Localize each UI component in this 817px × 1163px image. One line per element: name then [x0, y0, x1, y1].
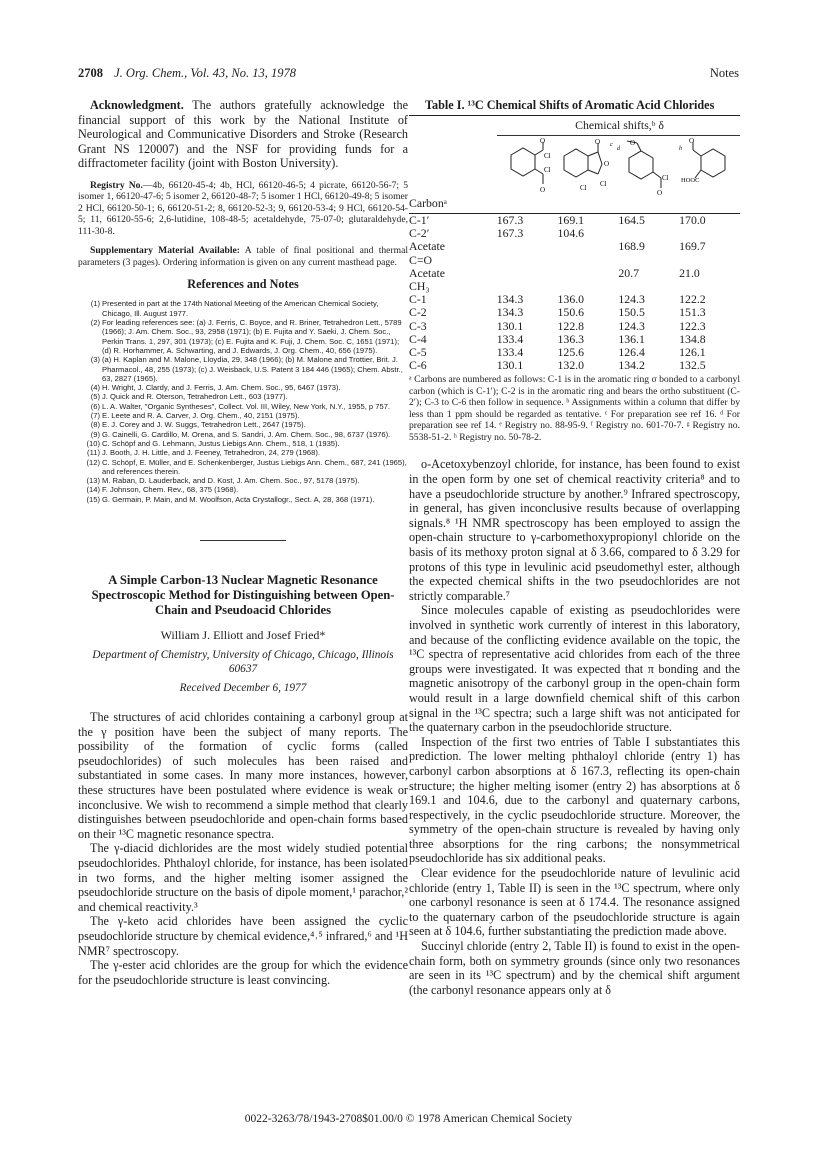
- table-row: C-4 133.4 136.3 136.1 134.8: [409, 331, 706, 346]
- svg-text:O: O: [604, 160, 610, 168]
- structure-phthaloyl-pseudo: [554, 138, 618, 196]
- body-paragraph: Since molecules capable of existing as pseudochlorides were involved in synthetic work currently of interest in this laboratory, and because of the conflicting evidence available on the topic, the ¹³C spectra of representative acid chlorides from each of the three groups were investigated. It was expected that π bonding and the magnetic anisotropy of the carbonyl group in the open-chain form would result in a large downfield chemical shift of this carbon signal in the ¹³C spectra; such a large shift was not anticipated for the quaternary carbon in the pseudochloride structure.: [409, 603, 740, 735]
- reference-item: (1) Presented in part at the 174th National Meeting of the American Chemical Society, Chicago, Ill. August 1977.: [90, 299, 379, 318]
- svg-text:O: O: [630, 139, 636, 147]
- supplementary-text: A table of final positional and thermal parameters (3 pages). Ordering information is given on any current masthead page.: [78, 245, 408, 268]
- registry-numbers: [78, 180, 408, 238]
- body-paragraph: The γ-keto acid chlorides have been assigned the cyclic pseudochloride structure by chemical evidence,⁴˒⁵ infrared,⁶ and ¹H NMR⁷ spectroscopy.: [78, 914, 408, 958]
- svg-text:Cl: Cl: [580, 184, 587, 192]
- svg-text:O: O: [595, 138, 601, 146]
- table-row: Acetate 168.9 169.7: [409, 239, 706, 254]
- reference-item: (6) L. A. Walter, "Organic Syntheses", Collect. Vol. III, Wiley, New York, N.Y., 1955, p 757.: [90, 401, 391, 411]
- table-row: C-3 130.1 122.8 124.3 122.3: [409, 318, 706, 333]
- table-row: C-1′ 167.3 169.1 164.5 170.0: [409, 213, 706, 227]
- received-date: Received December 6, 1977: [179, 682, 307, 694]
- svg-text:c: c: [610, 142, 613, 148]
- reference-item: (10) C. Schöpf and G. Lehmann, Justus Liebigs Ann. Chem., 518, 1 (1935).: [86, 438, 340, 448]
- body-paragraph: The γ-ester acid chlorides are the group for which the evidence for the pseudochloride structure is least convincing.: [78, 958, 408, 987]
- article-title: A Simple Carbon-13 Nuclear Magnetic Resonance Spectroscopic Method for Distinguishing between Open-Chain and Pseudoacid Chlorides: [91, 573, 395, 617]
- acknowledgment: [78, 98, 408, 171]
- table-row: C-1 134.3 136.0 124.3 122.2: [409, 292, 706, 307]
- svg-text:O: O: [540, 138, 546, 145]
- structure-acetoxybenzoyl-chloride: [615, 138, 677, 196]
- table-row: C=O: [409, 252, 433, 267]
- svg-text:Cl: Cl: [544, 166, 551, 174]
- reference-item: (11) J. Booth, J. H. Little, and J. Feeney, Tetrahedron, 24, 279 (1968).: [87, 448, 320, 458]
- table-row: Acetate 20.7 21.0: [409, 265, 700, 280]
- carbon-column-header: Carbonᵃ: [409, 196, 447, 210]
- body-paragraph: Clear evidence for the pseudochloride nature of levulinic acid chloride (entry 1, Table II) is seen in the ¹³C spectrum, where only one carbonyl resonance is seen at δ 174.4. The resonance assigned to the quaternary carbon of the pseudochloride structure is again seen at δ 104.6, further substantiating the prediction made above.: [409, 866, 740, 939]
- reference-item: (7) E. Leete and R. A. Carver, J. Org. Chem., 40, 2151 (1975).: [90, 411, 300, 421]
- table-row: C-2′ 167.3 104.6: [409, 226, 585, 241]
- registry-text: —4b, 66120-45-4; 4b, HCl, 66120-46-5; 4 picrate, 66120-56-7; 5 isomer 1, 66120-47-6; 5 isomer 2, 66120-48-7; 5 isomer 1 HCl, 66120-49-8; 5 isomer 2 HCl, 66120-50-1; 6, 66120-51-2; 8, 66120-52-3; 9, 66120-53-4; 9 HCl, 66120-54-5; 11, 66120-55-6; 2,6-lutidine, 108-48-5; acetaldehyde, 75-07-0; glutaraldehyde, 111-30-8.: [78, 179, 408, 237]
- acknowledgment-heading: Acknowledgment.: [90, 98, 184, 112]
- reference-item: (2) For leading references see: (a) J. Ferris, C. Boyce, and R. Briner, Tetrahedron Lett., 5789 (1966); J. Am. Chem. Soc., 93, 2958 (1971); (b) E. Fujita and Y. Saeki, J. Chem. Soc., Perkin Trans. 1, 297, 301 (1973); (c) E. Fujita and K. Fuji, J. Chem. Soc. C, 1651 (1971); (d) R. Horhammer, A. Schwarting, and J. Edwards, J. Org. Chem., 40, 656 (1975).: [90, 318, 402, 355]
- table-title: Table I. ¹³C Chemical Shifts of Aromatic Acid Chlorides: [425, 98, 715, 112]
- journal-citation: J. Org. Chem., Vol. 43, No. 13, 1978: [114, 66, 296, 80]
- reference-item: (13) M. Raban, D. Lauderback, and D. Kost, J. Am. Chem. Soc., 97, 5178 (1975).: [86, 476, 360, 486]
- svg-text:d: d: [617, 146, 620, 152]
- running-header-left: [78, 66, 296, 81]
- svg-text:Cl: Cl: [662, 174, 669, 182]
- supplementary-heading: Supplementary Material Available:: [90, 245, 240, 257]
- page-number: 2708: [78, 66, 103, 80]
- body-paragraph: o-Acetoxybenzoyl chloride, for instance, has been found to exist in the open form by one set of chemical reactivity criteria⁸ and to have a pseudochloride structure by another.⁹ Infrared spectroscopy, in general, has given inconclusive results because of overlapping signals.⁸ ¹H NMR spectroscopy has been employed to assign the open-chain structure to γ-carbomethoxypropionyl chloride on the basis of its methoxy proton signal at δ 3.66, compared to δ 3.29 for protons of this type in levulinic acid pseudomethyl ester, although the expected chemical shifts in the two pseudochlorides are not strictly comparable.⁷: [409, 457, 740, 603]
- article-authors: William J. Elliott and Josef Fried*: [160, 628, 326, 642]
- section-divider: [200, 540, 286, 541]
- reference-item: (4) H. Wright, J. Clardy, and J. Ferris, J. Am. Chem. Soc., 95, 6467 (1973).: [90, 383, 341, 393]
- right-column: [409, 98, 740, 997]
- body-paragraph: Inspection of the first two entries of Table I substantiates this prediction. The lower melting phthaloyl chloride (entry 1) has carbonyl carbon absorptions at δ 167.3, reflecting its open-chain structure; the higher melting isomer (entry 2) has absorptions at δ 169.1 and 104.6, due to the carbonyl and quaternary carbons, respectively, in the cyclic pseudochloride structure. Moreover, the symmetry of the open-chain structure is revealed by having only three absorptions for the ring carbons; the nonsymmetrical pseudochloride has six additional peaks.: [409, 734, 740, 866]
- acknowledgment-text: The authors gratefully acknowledge the financial support of this work by the National Institute of Neurological and Communicative Disorders and Stroke (Research Grant NS 120007) and the NSF for providing funds for a diffractometer facility (joint with Boston University).: [78, 98, 408, 171]
- svg-text:Cl: Cl: [544, 152, 551, 160]
- svg-text:O: O: [689, 138, 695, 145]
- svg-text:h: h: [679, 146, 682, 152]
- structure-acetylsalicylic-acid: [677, 138, 739, 196]
- reference-item: (5) J. Quick and R. Oterson, Tetrahedron Lett., 603 (1977).: [90, 392, 288, 402]
- references-list: [78, 299, 408, 504]
- copyright-footer: 0022-3263/78/1943-2708$01.00/0 © 1978 American Chemical Society: [244, 1113, 573, 1125]
- reference-item: (14) F. Johnson, Chem. Rev., 68, 375 (1968).: [86, 485, 239, 495]
- svg-text:O: O: [540, 186, 546, 194]
- section-label: Notes: [709, 66, 739, 80]
- reference-item: (12) C. Schöpf, E. Müller, and E. Schenkenberger, Justus Liebigs Ann. Chem., 687, 241 (1965), and references therein.: [86, 457, 407, 476]
- reference-item: (3) (a) H. Kaplan and M. Malone, Lloydia, 29, 348 (1966); (b) M. Malone and Trottier, Brit. J. Pharmacol., 48, 255 (1973); (c) J. Weisback, U.S. Patent 3 184 446 (1965); Chem. Abstr., 63, 2827 (1965).: [90, 355, 403, 383]
- references-heading: References and Notes: [187, 277, 299, 292]
- left-column: [78, 98, 408, 987]
- svg-text:Cl: Cl: [600, 180, 607, 188]
- reference-item: (9) G. Cainelli, G. Cardillo, M. Orena, and S. Sandri, J. Am. Chem. Soc., 98, 6737 (1976).: [90, 429, 391, 439]
- table-row: C-2 134.3 150.6 150.5 151.3: [409, 305, 706, 320]
- registry-heading: Registry No.: [90, 179, 143, 191]
- structure-drawings: [409, 136, 740, 196]
- body-paragraph: Succinyl chloride (entry 2, Table II) is found to exist in the open-chain form, both on symmetry grounds (since only two resonances are seen in its ¹³C spectrum) and by the chemical shift argument (the carbonyl resonance appears only at δ: [409, 939, 740, 997]
- table-row: C-5 133.4 125.6 126.4 126.1: [409, 345, 706, 360]
- structure-phthaloyl-open: [497, 138, 557, 196]
- svg-text:HOOC: HOOC: [681, 177, 700, 184]
- table-column-group-header: Chemical shifts,ᵇ δ: [575, 118, 664, 132]
- author-affiliation: Department of Chemistry, University of Chicago, Chicago, Illinois 60637: [92, 649, 394, 675]
- supplementary-material: [78, 245, 408, 268]
- body-paragraph: The γ-diacid dichlorides are the most widely studied potential pseudochlorides. Phthaloyl chloride, for instance, has been isolated in two forms, and the higher melting isomer assigned the pseudochloride structure on the basis of dipole moment,¹ parachor,² and chemical reactivity.³: [78, 841, 408, 914]
- table-footnotes: ᵃ Carbons are numbered as follows: C-1 is in the aromatic ring σ bonded to a carbonyl carbon (which is C-1′); C-2 is in the aromatic ring and bears the ortho substituent (C-2′); C-3 to C-6 then follow in sequence. ᵇ Assignments within a column that differ by less than 1 ppm should be regarded as tentative. ᶜ For preparation see ref 16. ᵈ For preparation see ref 14. ᵉ Registry no. 88-95-9. ᶠ Registry no. 601-70-7. ᵍ Registry no. 5538-51-2. ʰ Registry no. 50-78-2.: [409, 374, 740, 443]
- reference-item: (15) G. Germain, P. Main, and M. Woolfson, Acta Crystallogr., Sect. A, 28, 368 (1971).: [86, 494, 375, 504]
- table-row: CH₃: [409, 279, 430, 294]
- table-row: C-6 130.1 132.0 134.2 132.5: [409, 358, 706, 373]
- svg-text:O: O: [657, 189, 663, 196]
- reference-item: (8) E. J. Corey and J. W. Suggs, Tetrahedron Lett., 2647 (1975).: [90, 420, 306, 430]
- body-paragraph: The structures of acid chlorides containing a carbonyl group at the γ position have been the subject of many reports. The possibility of the formation of cyclic forms (called pseudochlorides) of such molecules has been raised and substantiated in some cases. In many more instances, however, these structures have been postulated where evidence is weak or inconclusive. We wish to recommend a simple method that clearly distinguishes between pseudochloride and open-chain forms based on their ¹³C magnetic resonance spectra.: [78, 710, 408, 841]
- chemical-shifts-table: [409, 214, 740, 372]
